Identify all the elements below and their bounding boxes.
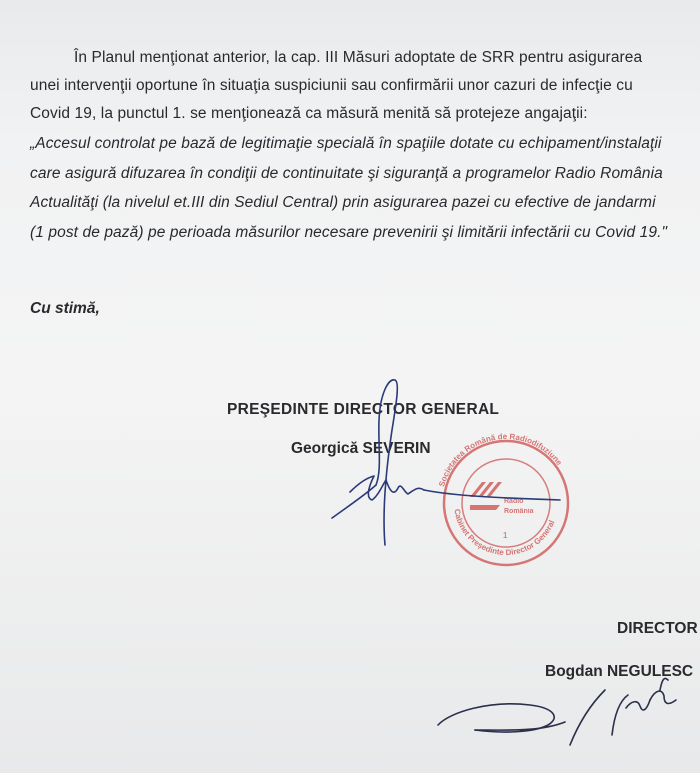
stamp-logo-text-1: Radio (504, 498, 524, 505)
quote-line-3: Actualităţi (la nivelul et.III din Sediul Central) prin asigurarea pazei cu efective de jandarmi (30, 194, 656, 211)
paragraph-line-1: În Planul menţionat anterior, la cap. III Măsuri adoptate de SRR pentru asigurarea (74, 49, 643, 66)
closing-salutation: Cu stimă, (30, 300, 100, 317)
stamp-number: 1 (503, 531, 508, 540)
quote-line-2: care asigură difuzarea în condiţii de continuitate şi siguranţă a programelor Radio România (30, 165, 663, 182)
stamp-inner-text: Cabinet Președinte Director General (452, 508, 557, 558)
signatory-1-title: PREŞEDINTE DIRECTOR GENERAL (227, 401, 500, 418)
paragraph-line-3: Covid 19, la punctul 1. se menţionează ca măsură menită să protejeze angajaţii: (30, 105, 588, 122)
paragraph-line-2: unei intervenţii oportune în situaţia suspiciunii sau confirmării unor cazuri de infecţie cu (30, 77, 633, 94)
signatory-2-title: DIRECTOR (617, 620, 698, 637)
quote-line-4: (1 post de pază) pe perioada măsurilor necesare prevenirii şi limitării infectării cu Covid 19." (30, 224, 668, 241)
signatory-2-name: Bogdan NEGULESC (545, 663, 694, 680)
quote-line-1: „Accesul controlat pe bază de legitimaţie specială în spaţiile dotate cu echipament/instalaţii (30, 135, 662, 152)
stamp-outer-text: Societatea Română de Radiodifuziune (437, 431, 564, 488)
stamp-logo-text-2: România (504, 508, 534, 515)
signatory-1-name: Georgică SEVERIN (291, 440, 431, 457)
